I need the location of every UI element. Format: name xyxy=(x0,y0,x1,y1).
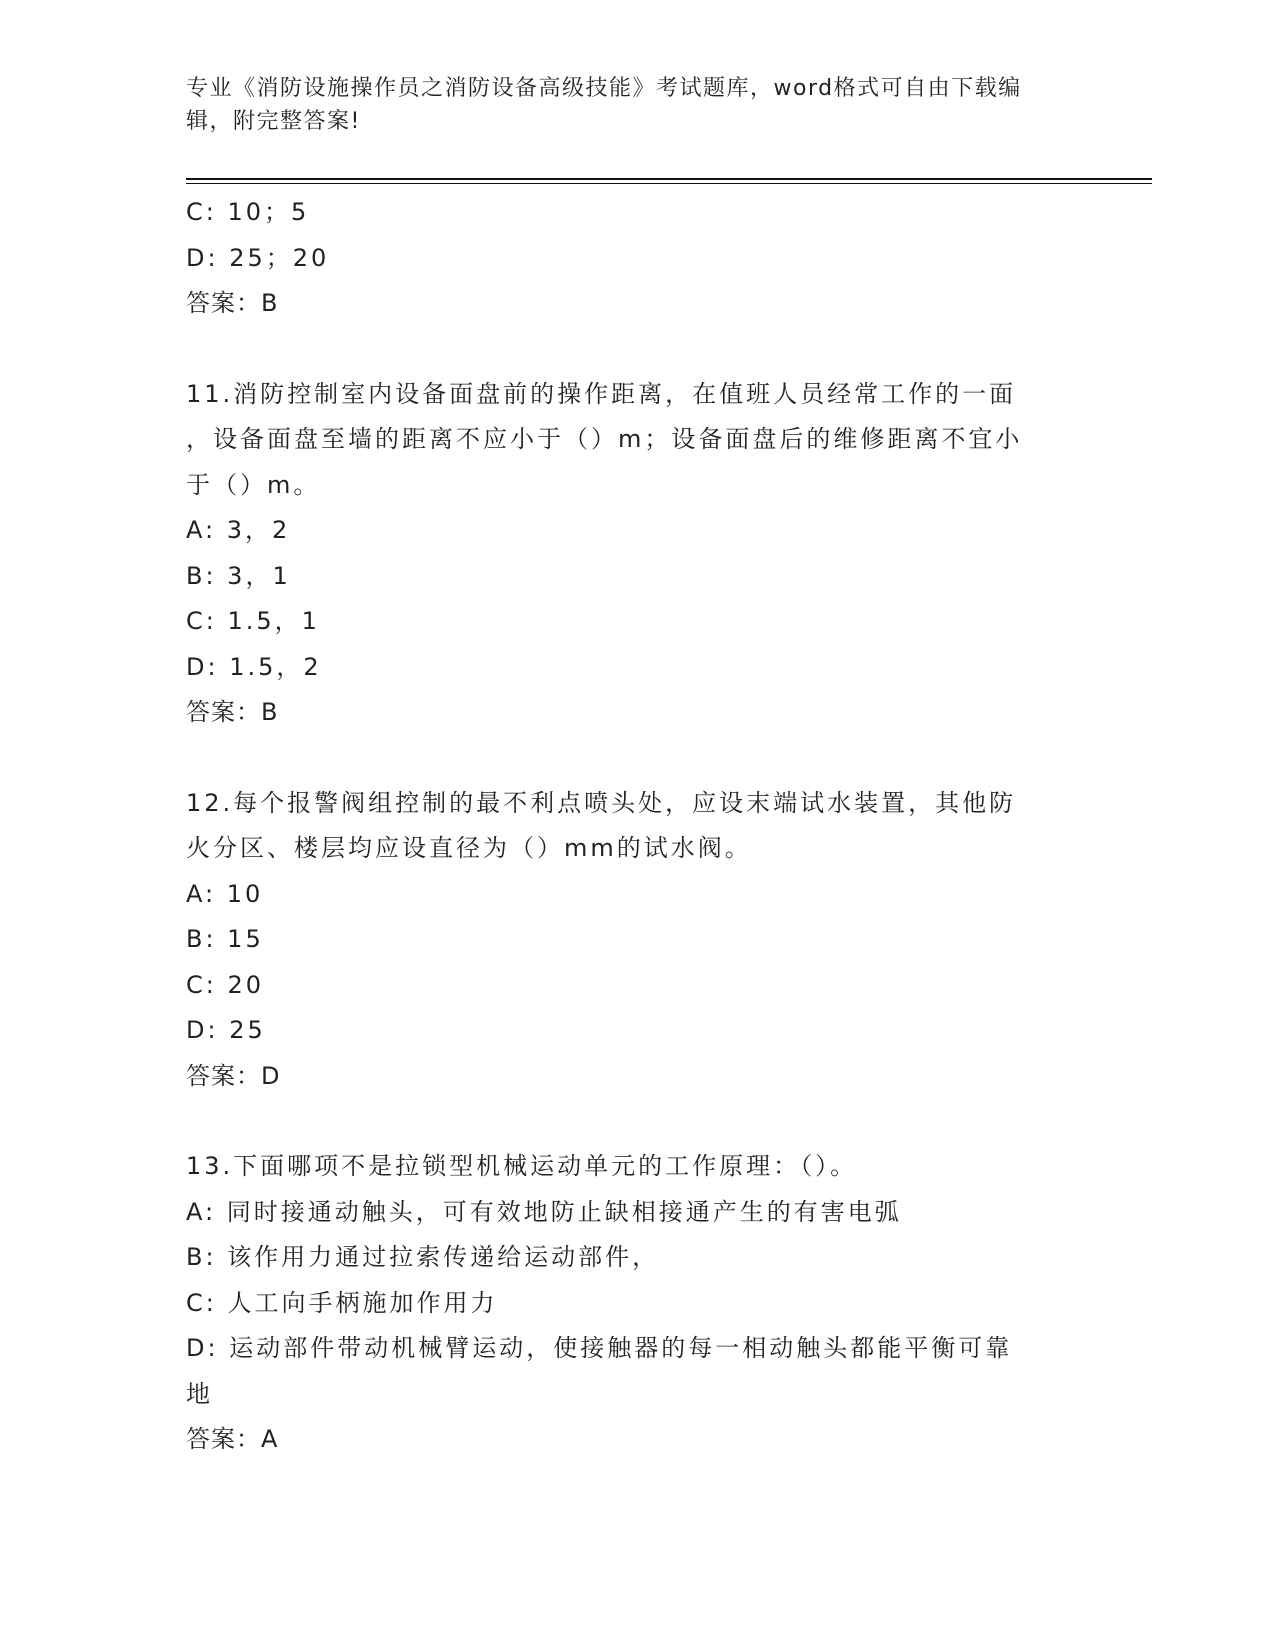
question-stem-line: 火分区、楼层均应设直径为（）mm的试水阀。 xyxy=(186,834,752,862)
question-stem-line: 13.下面哪项不是拉锁型机械运动单元的工作原理：（）。 xyxy=(186,1152,858,1180)
spacer xyxy=(186,736,1086,781)
option-d: D: 25 xyxy=(186,1016,266,1044)
question-stem-line: ，设备面盘至墙的距离不应小于（）m；设备面盘后的维修距离不宜小 xyxy=(186,425,1023,453)
option-d: D: 25；20 xyxy=(186,243,330,272)
question-list xyxy=(186,190,1086,1463)
question-block-prev xyxy=(186,190,1086,327)
option-b: B: 3，1 xyxy=(186,561,291,590)
question-block-13 xyxy=(186,1144,1086,1463)
option-a: A: 同时接通动触头，可有效地防止缺相接通产生的有害电弧 xyxy=(186,1197,902,1226)
header-rule-thin xyxy=(186,183,1152,184)
spacer xyxy=(186,1099,1086,1144)
option-c: C: 人工向手柄施加作用力 xyxy=(186,1288,498,1317)
answer-line: 答案：B xyxy=(186,289,279,317)
question-stem-line: 12.每个报警阀组控制的最不利点喷头处，应设末端试水装置，其他防 xyxy=(186,788,1017,817)
answer-line: 答案：A xyxy=(186,1425,279,1453)
option-d: D: 运动部件带动机械臂运动，使接触器的每一相动触头都能平衡可靠 xyxy=(186,1334,1013,1362)
option-c: C: 10；5 xyxy=(186,198,310,226)
question-stem-line: 于（）m。 xyxy=(186,470,321,499)
question-stem-line: 11.消防控制室内设备面盘前的操作距离，在值班人员经常工作的一面 xyxy=(186,379,1017,408)
option-b: B: 该作用力通过拉索传递给运动部件， xyxy=(186,1243,660,1271)
option-c: C: 20 xyxy=(186,970,265,999)
option-c: C: 1.5，1 xyxy=(186,607,320,635)
header-rule-thick xyxy=(186,178,1152,180)
option-a: A: 10 xyxy=(186,879,264,908)
spacer xyxy=(186,327,1086,372)
option-d-continuation: 地 xyxy=(186,1379,213,1408)
option-d: D: 1.5，2 xyxy=(186,652,322,681)
header-line-2: 辑，附完整答案! xyxy=(186,109,361,134)
option-b: B: 15 xyxy=(186,925,264,953)
option-a: A: 3，2 xyxy=(186,516,291,544)
answer-line: 答案：D xyxy=(186,1061,281,1090)
header-line-1: 专业《消防设施操作员之消防设备高级技能》考试题库，word格式可自由下载编 xyxy=(186,76,1022,101)
answer-line: 答案：B xyxy=(186,698,279,726)
question-block-11 xyxy=(186,372,1086,736)
question-block-12 xyxy=(186,781,1086,1100)
document-header xyxy=(186,72,1086,138)
